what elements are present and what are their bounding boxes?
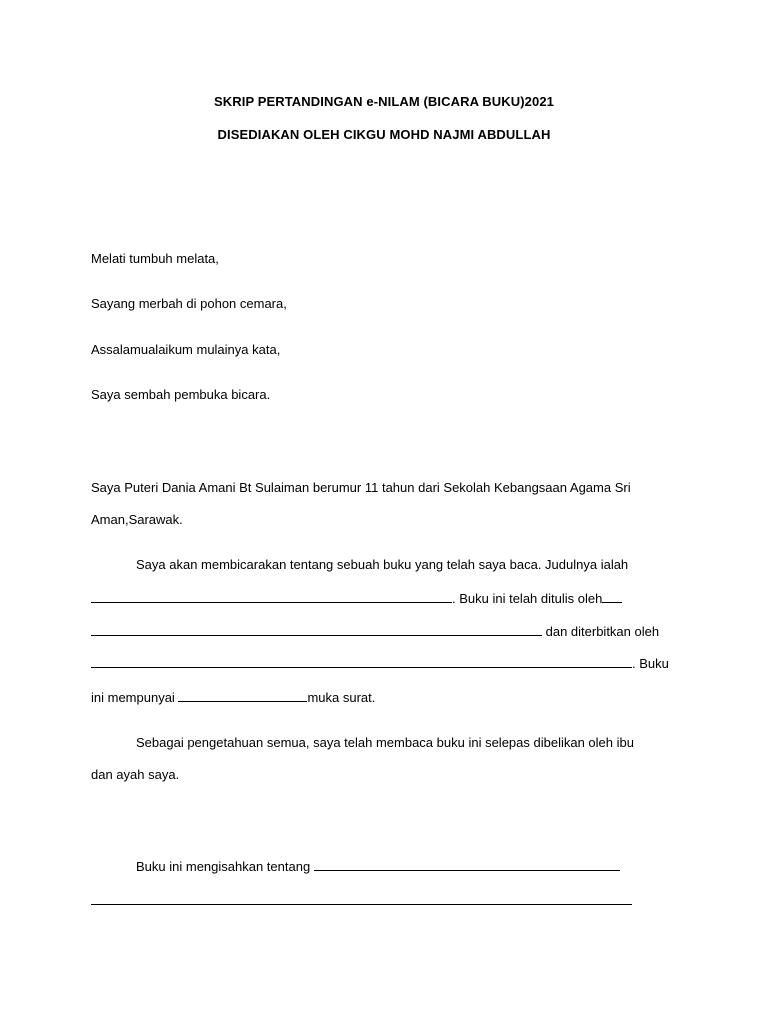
- knowledge-line-2: dan ayah saya.: [91, 767, 180, 782]
- intro-line-1: Saya Puteri Dania Amani Bt Sulaiman berumur 11 tahun dari Sekolah Kebangsaan Agama Sri: [91, 480, 631, 495]
- pantun-line-3: Assalamualaikum mulainya kata,: [91, 342, 281, 357]
- book-author-blank-start[interactable]: [602, 590, 622, 603]
- pantun-line-1: Melati tumbuh melata,: [91, 251, 219, 266]
- story-blank-2[interactable]: [91, 892, 632, 905]
- book-publisher-label: dan diterbitkan oleh: [542, 624, 660, 639]
- book-author-label: . Buku ini telah ditulis oleh: [452, 591, 603, 606]
- book-paragraph-line-3: [91, 623, 659, 640]
- book-paragraph-line-4: [91, 655, 669, 672]
- document-subtitle: DISEDIAKAN OLEH CIKGU MOHD NAJMI ABDULLAH: [217, 127, 551, 142]
- book-paragraph-line-1: Saya akan membicarakan tentang sebuah buku yang telah saya baca. Judulnya ialah: [136, 557, 629, 572]
- book-pages-blank[interactable]: [178, 689, 307, 702]
- pantun-line-4: Saya sembah pembuka bicara.: [91, 387, 271, 402]
- intro-line-2: Aman,Sarawak.: [91, 512, 183, 527]
- document-title: SKRIP PERTANDINGAN e-NILAM (BICARA BUKU)2021: [213, 94, 555, 109]
- book-title-blank[interactable]: [91, 590, 452, 603]
- knowledge-line-1: Sebagai pengetahuan semua, saya telah membaca buku ini selepas dibelikan oleh ibu: [136, 735, 634, 750]
- book-paragraph-line-5: [91, 689, 375, 706]
- story-line-2: [91, 892, 632, 909]
- book-pages-label: ini mempunyai: [91, 690, 179, 705]
- book-pages-unit: muka surat.: [307, 690, 376, 705]
- book-author-blank[interactable]: [91, 623, 542, 636]
- story-blank-1[interactable]: [314, 858, 620, 871]
- book-publisher-blank[interactable]: [91, 655, 632, 668]
- book-label-tail: . Buku: [632, 656, 669, 671]
- pantun-line-2: Sayang merbah di pohon cemara,: [91, 296, 287, 311]
- book-paragraph-line-2: [91, 590, 622, 607]
- story-label: Buku ini mengisahkan tentang: [136, 859, 314, 874]
- story-line-1: [136, 858, 620, 875]
